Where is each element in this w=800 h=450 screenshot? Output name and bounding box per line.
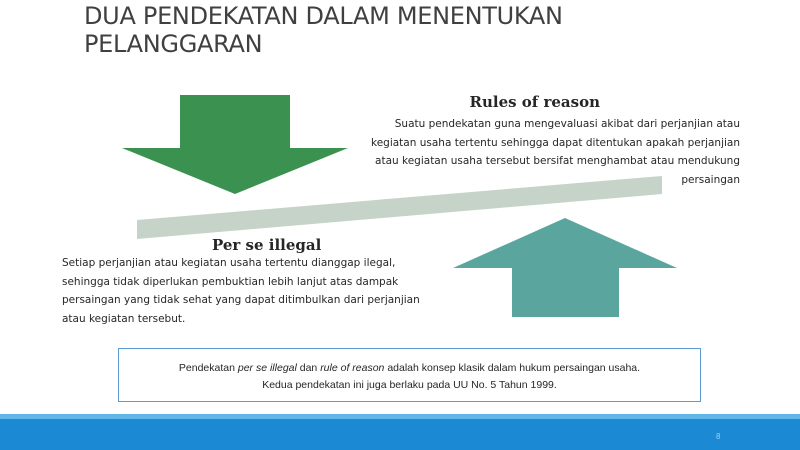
rules-of-reason-heading: Rules of reason xyxy=(469,93,600,111)
down-arrow xyxy=(122,95,348,194)
per-se-illegal-line: persaingan yang tidak sehat yang dapat ditimbulkan dari perjanjian xyxy=(62,294,420,306)
note-box xyxy=(118,348,701,402)
note-middle: dan xyxy=(296,362,321,374)
note-line-2: Kedua pendekatan ini juga berlaku pada UU No. 5 Tahun 1999. xyxy=(262,379,557,391)
slide-title-line-1: DUA PENDEKATAN DALAM MENENTUKAN xyxy=(84,2,563,30)
footer-bar xyxy=(0,414,800,450)
note-suffix: adalah konsep klasik dalam hukum persaingan usaha. xyxy=(384,362,641,374)
per-se-illegal-line: atau kegiatan tersebut. xyxy=(62,312,186,325)
per-se-illegal-line: sehingga tidak diperlukan pembuktian lebih lanjut atas dampak xyxy=(62,275,399,288)
per-se-illegal-description xyxy=(62,254,457,328)
footer-bar-edge xyxy=(0,414,800,419)
per-se-illegal-heading: Per se illegal xyxy=(212,236,322,254)
rules-of-reason-line: persaingan xyxy=(681,173,740,186)
slide-title-line-2: PELANGGARAN xyxy=(84,30,263,58)
page-number: 8 xyxy=(716,432,721,441)
note-prefix: Pendekatan xyxy=(178,362,238,374)
rules-of-reason-line: atau kegiatan usaha tersebut bersifat menghambat atau mendukung xyxy=(375,155,740,167)
per-se-illegal-line: Setiap perjanjian atau kegiatan usaha tertentu dianggap ilegal, xyxy=(62,257,396,269)
note-term-rule-of-reason: rule of reason xyxy=(320,362,385,374)
rules-of-reason-line: kegiatan usaha tertentu sehingga dapat ditentukan apakah perjanjian xyxy=(371,136,740,149)
rules-of-reason-description xyxy=(338,115,740,189)
rules-of-reason-line: Suatu pendekatan guna mengevaluasi akibat dari perjanjian atau xyxy=(394,118,740,130)
note-term-per-se: per se illegal xyxy=(237,362,297,374)
note-line-1 xyxy=(119,360,700,377)
up-arrow xyxy=(453,218,677,317)
